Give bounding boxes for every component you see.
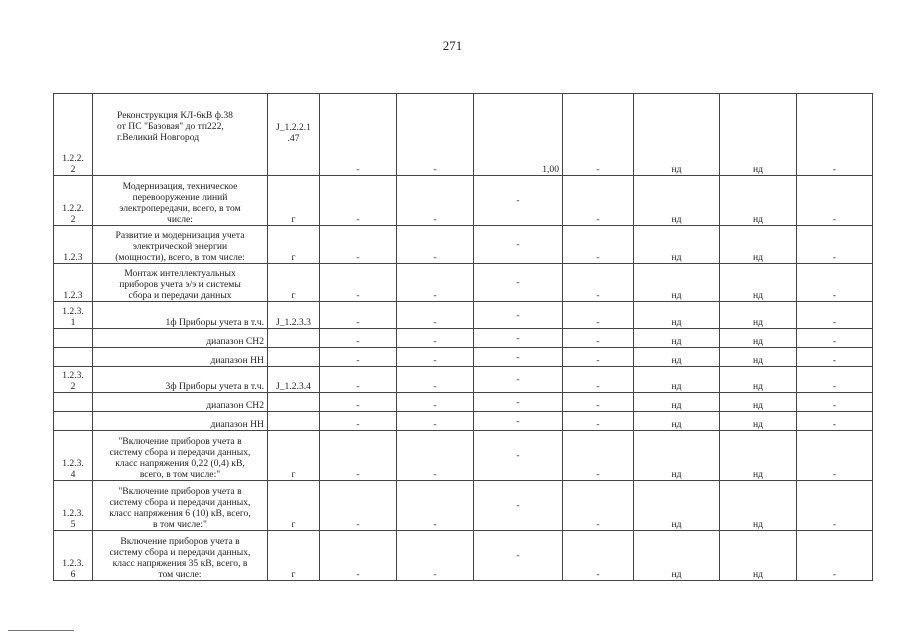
row-number: 1.2.3 — [54, 226, 93, 264]
row-project-name: Включение приборов учета в систему сбора и передачи данных, класс напряжения 35 кВ, всего, в том числе: — [93, 531, 268, 581]
value-cell: - — [320, 348, 397, 367]
value-cell: - — [397, 264, 474, 302]
table-row — [54, 481, 873, 531]
row-code: г — [268, 226, 320, 264]
value-cell: - — [563, 176, 634, 226]
value-cell: - — [474, 431, 563, 481]
value-cell: нд — [634, 94, 720, 176]
value-cell: 1,00 — [474, 94, 563, 176]
value-cell: - — [563, 531, 634, 581]
table-row — [54, 226, 873, 264]
row-number: 1.2.3. 6 — [54, 531, 93, 581]
value-cell: - — [563, 226, 634, 264]
value-cell: нд — [634, 367, 720, 393]
row-project-name: 1ф Приборы учета в т.ч. — [93, 302, 268, 329]
value-cell: нд — [720, 481, 797, 531]
value-cell: нд — [720, 176, 797, 226]
value-cell: нд — [634, 531, 720, 581]
value-cell: - — [397, 302, 474, 329]
value-cell: нд — [634, 412, 720, 431]
value-cell: - — [474, 393, 563, 412]
value-cell: - — [563, 431, 634, 481]
table-row — [54, 176, 873, 226]
value-cell: - — [797, 412, 873, 431]
value-cell: - — [320, 412, 397, 431]
value-cell: - — [797, 481, 873, 531]
value-cell: - — [397, 94, 474, 176]
value-cell: нд — [720, 393, 797, 412]
value-cell: - — [797, 431, 873, 481]
row-code: J_1.2.3.3 — [268, 302, 320, 329]
row-subrange-name: диапазон НН — [93, 412, 268, 431]
value-cell: - — [474, 329, 563, 348]
value-cell: - — [320, 176, 397, 226]
value-cell: - — [474, 176, 563, 226]
value-cell: - — [320, 302, 397, 329]
value-cell: - — [397, 481, 474, 531]
row-project-name: Модернизация, техническое перевооружение линий электропередачи, всего, в том числе: — [93, 176, 268, 226]
row-number: 1.2.3. 5 — [54, 481, 93, 531]
value-cell: - — [320, 393, 397, 412]
row-number — [54, 329, 93, 348]
value-cell: нд — [634, 176, 720, 226]
value-cell: нд — [720, 348, 797, 367]
table-row — [54, 393, 873, 412]
row-number: 1.2.2. 2 — [54, 176, 93, 226]
value-cell: - — [563, 348, 634, 367]
row-code — [268, 393, 320, 412]
value-cell: - — [320, 329, 397, 348]
row-code: J_1.2.2.1 .47 — [268, 94, 320, 176]
row-number: 1.2.3. 1 — [54, 302, 93, 329]
value-cell: нд — [634, 226, 720, 264]
value-cell: - — [474, 531, 563, 581]
value-cell: нд — [634, 264, 720, 302]
row-code: г — [268, 264, 320, 302]
value-cell: - — [474, 226, 563, 264]
row-subrange-name: диапазон СН2 — [93, 393, 268, 412]
value-cell: - — [563, 412, 634, 431]
value-cell: нд — [720, 431, 797, 481]
value-cell: нд — [634, 481, 720, 531]
table-row — [54, 412, 873, 431]
row-code: г — [268, 481, 320, 531]
row-project-name: Реконструкция КЛ-6кВ ф.38 от ПС "Базовая" до тп222, г.Великий Новгород — [93, 94, 268, 176]
value-cell: - — [320, 226, 397, 264]
value-cell: - — [797, 367, 873, 393]
row-number — [54, 348, 93, 367]
value-cell: нд — [720, 94, 797, 176]
investment-program-table — [53, 93, 873, 581]
row-code — [268, 348, 320, 367]
value-cell: - — [563, 393, 634, 412]
row-code: г — [268, 431, 320, 481]
row-project-name: 3ф Приборы учета в т.ч. — [93, 367, 268, 393]
value-cell: - — [563, 367, 634, 393]
value-cell: - — [474, 412, 563, 431]
row-number: 1.2.3. 4 — [54, 431, 93, 481]
value-cell: - — [563, 264, 634, 302]
value-cell: нд — [634, 329, 720, 348]
value-cell: - — [397, 176, 474, 226]
value-cell: - — [563, 94, 634, 176]
row-code: J_1.2.3.4 — [268, 367, 320, 393]
value-cell: - — [797, 264, 873, 302]
table-row — [54, 531, 873, 581]
row-project-name: "Включение приборов учета в систему сбора и передачи данных, класс напряжения 6 (10) кВ, всего, в том числе:" — [93, 481, 268, 531]
page-number: 271 — [442, 38, 463, 53]
value-cell: нд — [720, 302, 797, 329]
value-cell: нд — [634, 431, 720, 481]
value-cell: - — [474, 348, 563, 367]
value-cell: - — [397, 393, 474, 412]
table-row — [54, 329, 873, 348]
value-cell: - — [474, 302, 563, 329]
value-cell: - — [474, 264, 563, 302]
value-cell: - — [797, 348, 873, 367]
row-code: г — [268, 176, 320, 226]
value-cell: нд — [720, 329, 797, 348]
table-row — [54, 367, 873, 393]
table-row — [54, 348, 873, 367]
row-project-name: "Включение приборов учета в систему сбора и передачи данных, класс напряжения 0,22 (0,4) кВ, всего, в том числе:" — [93, 431, 268, 481]
value-cell: - — [320, 531, 397, 581]
value-cell: - — [320, 94, 397, 176]
value-cell: - — [397, 329, 474, 348]
value-cell: нд — [720, 531, 797, 581]
value-cell: - — [397, 226, 474, 264]
value-cell: нд — [720, 226, 797, 264]
row-number: 1.2.2. 2 — [54, 94, 93, 176]
row-number — [54, 393, 93, 412]
value-cell: нд — [720, 367, 797, 393]
value-cell: - — [563, 302, 634, 329]
value-cell: нд — [634, 302, 720, 329]
value-cell: - — [320, 367, 397, 393]
value-cell: - — [397, 348, 474, 367]
value-cell: - — [563, 329, 634, 348]
row-number — [54, 412, 93, 431]
table-row — [54, 431, 873, 481]
value-cell: - — [474, 481, 563, 531]
row-number: 1.2.3. 2 — [54, 367, 93, 393]
value-cell: нд — [634, 393, 720, 412]
value-cell: - — [397, 431, 474, 481]
table-row — [54, 264, 873, 302]
row-code — [268, 329, 320, 348]
value-cell: - — [797, 531, 873, 581]
value-cell: - — [563, 481, 634, 531]
value-cell: - — [397, 412, 474, 431]
value-cell: - — [797, 302, 873, 329]
row-number: 1.2.3 — [54, 264, 93, 302]
value-cell: нд — [720, 412, 797, 431]
value-cell: - — [397, 367, 474, 393]
value-cell: - — [797, 176, 873, 226]
value-cell: нд — [720, 264, 797, 302]
value-cell: - — [474, 367, 563, 393]
row-subrange-name: диапазон СН2 — [93, 329, 268, 348]
row-code — [268, 412, 320, 431]
row-subrange-name: диапазон НН — [93, 348, 268, 367]
value-cell: - — [797, 393, 873, 412]
row-code: г — [268, 531, 320, 581]
table-row — [54, 302, 873, 329]
value-cell: - — [320, 431, 397, 481]
table-row — [54, 94, 873, 176]
footer-rule — [8, 630, 74, 631]
value-cell: - — [797, 94, 873, 176]
row-project-name: Монтаж интеллектуальных приборов учета э/э и системы сбора и передачи данных — [93, 264, 268, 302]
value-cell: - — [797, 329, 873, 348]
value-cell: - — [320, 481, 397, 531]
value-cell: - — [797, 226, 873, 264]
row-project-name: Развитие и модернизация учета электрической энергии (мощности), всего, в том числе: — [93, 226, 268, 264]
value-cell: нд — [634, 348, 720, 367]
value-cell: - — [320, 264, 397, 302]
value-cell: - — [397, 531, 474, 581]
